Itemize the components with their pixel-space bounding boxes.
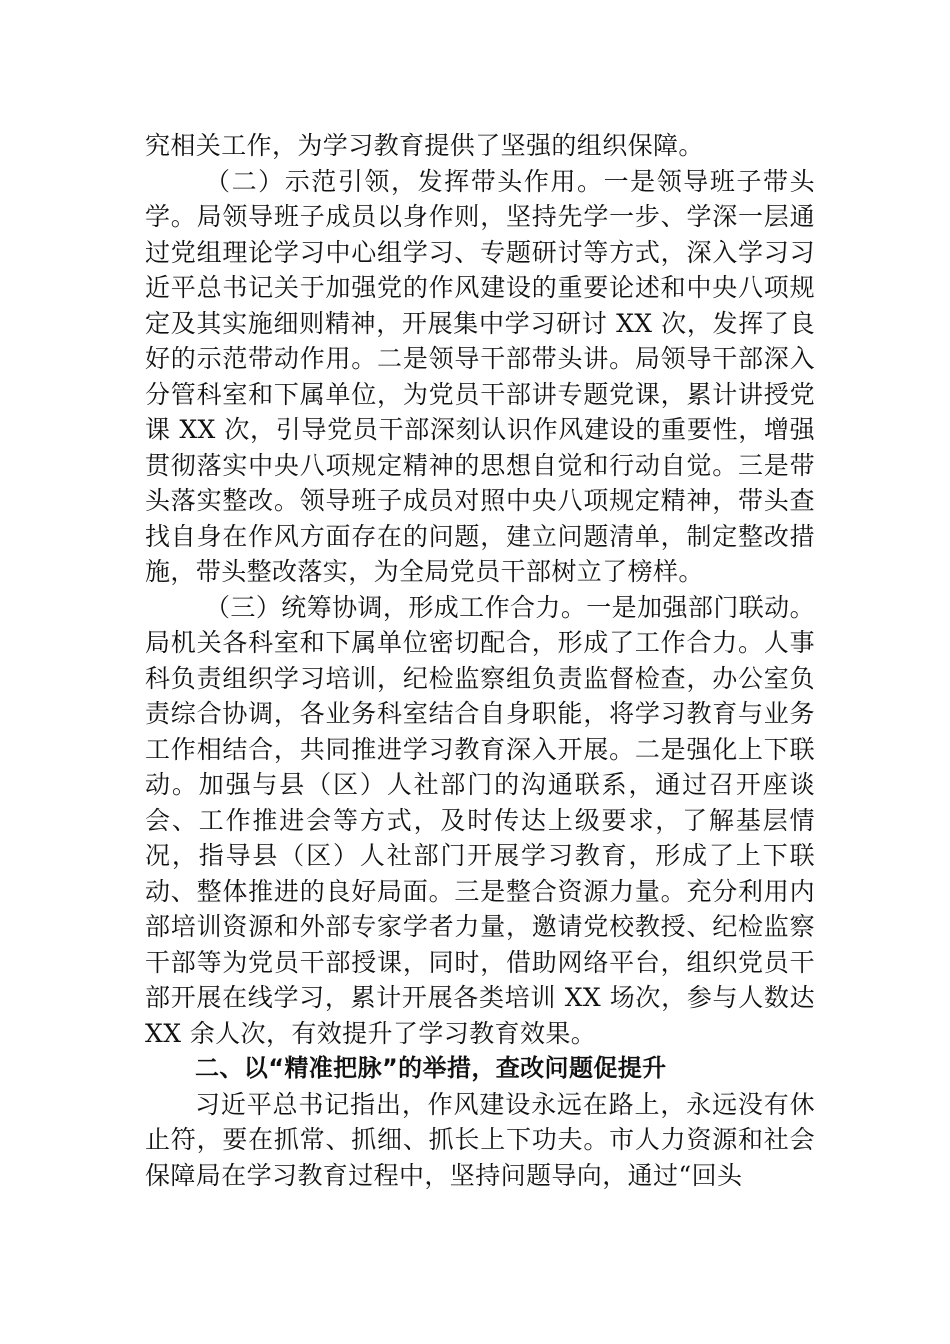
section-heading: 二、以“精准把脉”的举措，查改问题促提升 [195,1054,667,1082]
paragraph-closing: 习近平总书记指出，作风建设永远在路上，永远没有休止符，要在抓常、抓细、抓长上下功夫。市人力资源和社会保障局在学习教育过程中，坚持问题导向，通过“回头 [145,1089,815,1190]
paragraph-continued: 究相关工作，为学习教育提供了坚强的组织保障。 [145,131,704,160]
paragraph-coordination: （三）统筹协调，形成工作合力。一是加强部门联动。局机关各科室和下属单位密切配合，形成了工作合力。人事科负责组织学习培训，纪检监察组负责监督检查，办公室负责综合协调，各业务科室结合自身职能，将学习教育与业务工作相结合，共同推进学习教育深入开展。二是强化上下联动。加强与县（区）人社部门的沟通联系，通过召开座谈会、工作推进会等方式，及时传达上级要求，了解基层情况，指导县（区）人社部门开展学习教育，形成了上下联动、整体推进的良好局面。三是整合资源力量。充分利用内部培训资源和外部专家学者力量，邀请党校教授、纪检监察干部等为党员干部授课，同时，借助网络平台，组织党员干部开展在线学习，累计开展各类培训 XX 场次，参与人数达 XX 余人次，有效提升了学习教育效果。 [145,592,815,1048]
document-body [145,128,815,1193]
paragraph-demonstration-leadership: （二）示范引领，发挥带头作用。一是领导班子带头学。局领导班子成员以身作则，坚持先学一步、学深一层通过党组理论学习中心组学习、专题研讨等方式，深入学习习近平总书记关于加强党的作风建设的重要论述和中央八项规定及其实施细则精神，开展集中学习研讨 XX 次，发挥了良好的示范带动作用。二是领导干部带头讲。局领导干部深入分管科室和下属单位，为党员干部讲专题党课，累计讲授党课 XX 次，引导党员干部深刻认识作风建设的重要性，增强贯彻落实中央八项规定精神的思想自觉和行动自觉。三是带头落实整改。领导班子成员对照中央八项规定精神，带头查找自身在作风方面存在的问题，建立问题清单，制定整改措施，带头整改落实，为全局党员干部树立了榜样。 [145,166,815,586]
